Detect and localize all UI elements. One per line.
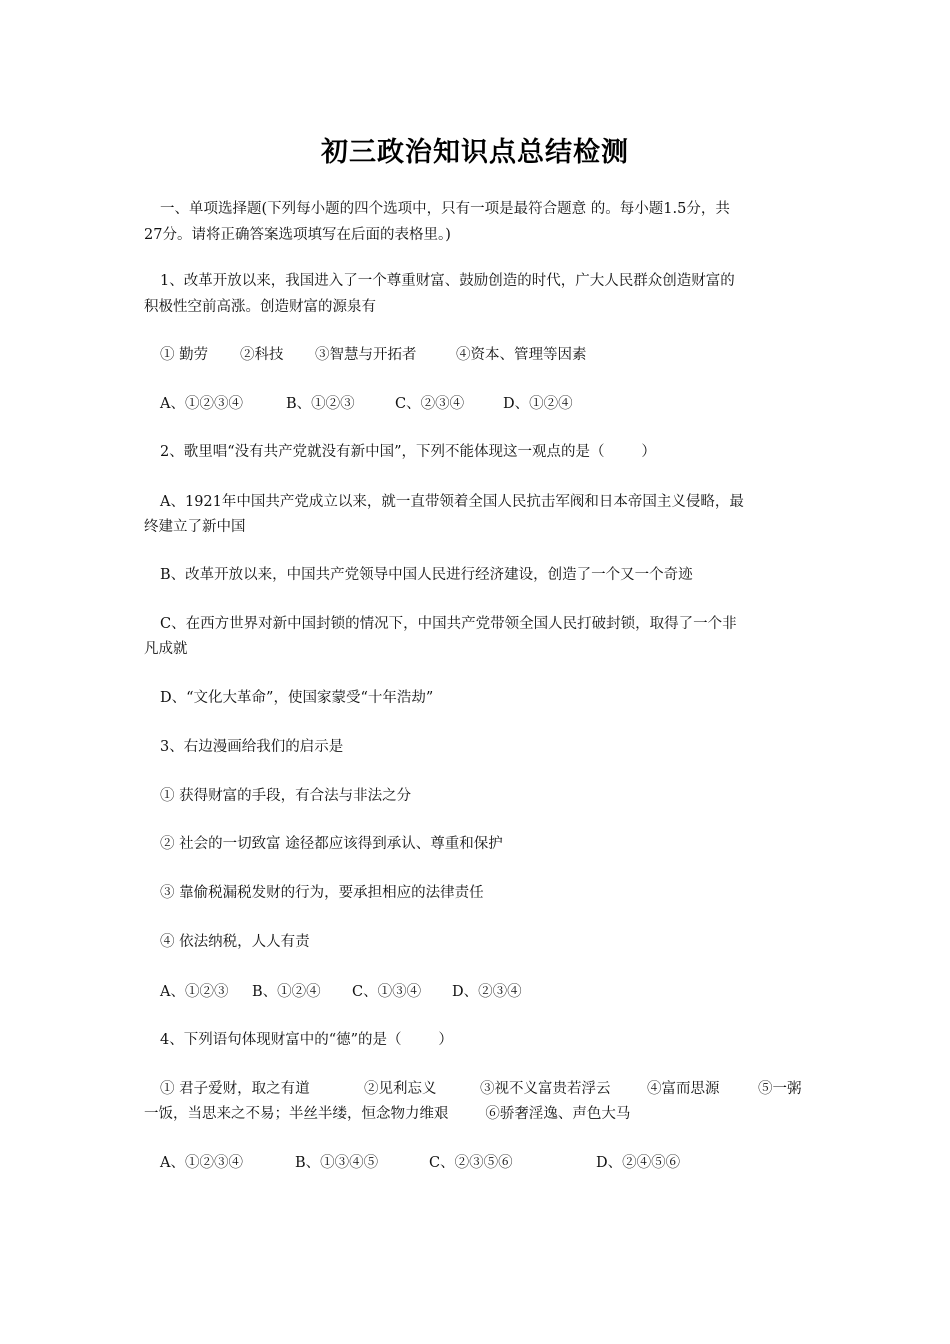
q3-option-c: C、①③④ bbox=[352, 984, 422, 1000]
q1-item-2: ②科技 bbox=[240, 347, 284, 363]
q4-stem: 4、下列语句体现财富中的“德”的是（ ） bbox=[160, 1032, 453, 1048]
q3-item-1: ① 获得财富的手段，有合法与非法之分 bbox=[160, 788, 412, 804]
page-title: 初三政治知识点总结检测 bbox=[321, 137, 629, 168]
q4-option-c: C、②③⑤⑥ bbox=[429, 1155, 513, 1171]
q2-option-b: B、改革开放以来，中国共产党领导中国人民进行经济建设，创造了一个又一个奇迹 bbox=[160, 567, 693, 583]
q4-item-5: ⑤一粥 bbox=[758, 1081, 802, 1097]
q2-option-d: D、“文化大革命”，使国家蒙受“十年浩劫” bbox=[160, 690, 434, 706]
q3-item-2: ② 社会的一切致富 途径都应该得到承认、尊重和保护 bbox=[160, 836, 503, 852]
q4-option-b: B、①③④⑤ bbox=[295, 1155, 379, 1171]
q3-option-a: A、①②③ bbox=[160, 984, 229, 1000]
q1-option-a: A、①②③④ bbox=[160, 396, 243, 412]
q4-item-3: ③视不义富贵若浮云 bbox=[480, 1081, 611, 1097]
q1-item-4: ④资本、管理等因素 bbox=[456, 347, 587, 363]
q4-item-4: ④富而思源 bbox=[647, 1081, 720, 1097]
q1-item-3: ③智慧与开拓者 bbox=[315, 347, 417, 363]
q1-option-d: D、①②④ bbox=[503, 396, 573, 412]
q1-option-c: C、②③④ bbox=[395, 396, 465, 412]
q4-item-1: ① 君子爱财，取之有道 bbox=[160, 1081, 310, 1097]
q2-option-c-line-1: C、在西方世界对新中国封锁的情况下，中国共产党带领全国人民打破封锁，取得了一个非 bbox=[160, 616, 737, 632]
q3-item-4: ④ 依法纳税，人人有责 bbox=[160, 934, 310, 950]
q1-option-b: B、①②③ bbox=[286, 396, 355, 412]
section-instructions-line-1: 一、单项选择题(下列每小题的四个选项中，只有一项是最符合题意 的。每小题1.5分，共 bbox=[160, 201, 730, 217]
q4-items-line-2: 一饭，当思来之不易；半丝半缕，恒念物力维艰 ⑥骄奢淫逸、声色大马 bbox=[144, 1106, 631, 1122]
q3-option-b: B、①②④ bbox=[252, 984, 321, 1000]
q4-option-d: D、②④⑤⑥ bbox=[596, 1155, 681, 1171]
q2-option-c-line-2: 凡成就 bbox=[144, 641, 188, 657]
q4-option-a: A、①②③④ bbox=[160, 1155, 243, 1171]
q3-option-d: D、②③④ bbox=[452, 984, 522, 1000]
q3-stem: 3、右边漫画给我们的启示是 bbox=[160, 739, 344, 755]
q3-item-3: ③ 靠偷税漏税发财的行为，要承担相应的法律责任 bbox=[160, 885, 484, 901]
q4-item-2: ②见利忘义 bbox=[364, 1081, 437, 1097]
q1-stem-line-2: 积极性空前高涨。创造财富的源泉有 bbox=[144, 299, 376, 315]
q1-stem-line-1: 1、改革开放以来，我国进入了一个尊重财富、鼓励创造的时代，广大人民群众创造财富的 bbox=[160, 273, 735, 289]
section-instructions-line-2: 27分。请将正确答案选项填写在后面的表格里。) bbox=[144, 227, 451, 243]
q1-item-1: ① 勤劳 bbox=[160, 347, 209, 363]
q2-option-a-line-2: 终建立了新中国 bbox=[144, 519, 246, 535]
q2-option-a-line-1: A、1921年中国共产党成立以来，就一直带领着全国人民抗击军阀和日本帝国主义侵略，最 bbox=[160, 494, 744, 510]
q2-stem: 2、歌里唱“没有共产党就没有新中国”，下列不能体现这一观点的是（ ） bbox=[160, 444, 656, 460]
